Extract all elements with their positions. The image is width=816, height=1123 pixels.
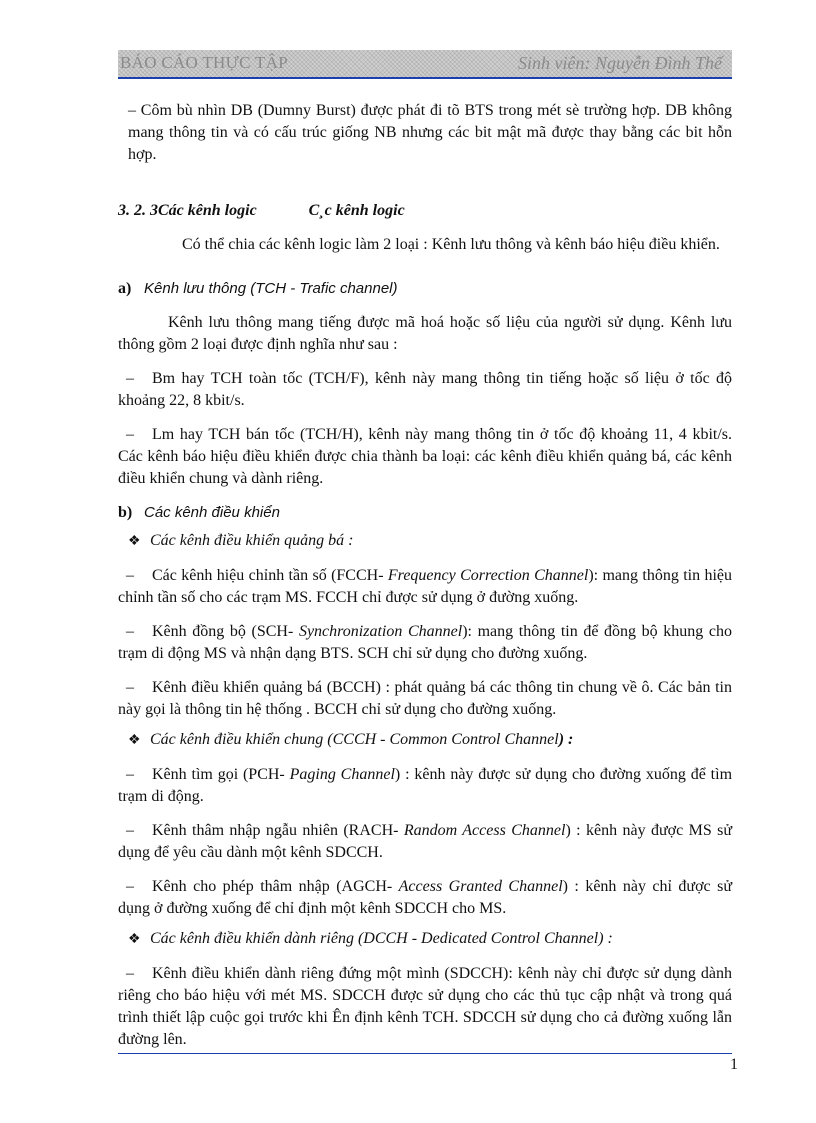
list-item: – Bm hay TCH toàn tốc (TCH/F), kênh này mang thông tin tiếng hoặc số liệu ở tốc độ khoảng 22, 8 kbit/s. [118,370,732,409]
subsection-a-heading [118,278,732,300]
page-body [118,100,732,1051]
dash-icon: – [126,567,134,584]
dash-icon: – [126,766,134,783]
list-item: – Lm hay TCH bán tốc (TCH/H), kênh này mang thông tin ở tốc độ khoảng 11, 4 kbit/s. Các kênh báo hiệu điều khiển được chia thành ba loại: các kênh điều khiển quảng bá, các kênh điều khiển chung và dành riêng. [118,426,732,487]
subsection-b-label: b) [118,504,133,521]
header-student-name: Sinh viên: Nguyễn Đình Thế [518,53,722,73]
footer-rule [118,1053,732,1054]
dash-icon: – [126,426,134,443]
list-item: – Kênh tìm gọi (PCH- Paging Channel) : kênh này được sử dụng cho đường xuống để tìm trạm di động. [118,766,733,805]
header-report-title: BÁO CÁO THỰC TẬP [120,53,289,72]
dash-icon: – [126,822,134,839]
group-heading: ❖ Các kênh điều khiển quảng bá : [128,530,732,553]
section-title: Các kênh logic [158,202,257,219]
page-number: 1 [730,1056,738,1073]
paragraph-db: – Côm bù nhìn DB (Dumny Burst) được phát đi tõ BTS trong mét sè trường hợp. DB không mang thông tin và có cấu trúc giống NB nhưng các bit mật mã được thay bằng các bit hỗn hợp. [128,102,732,163]
list-item: – Kênh cho phép thâm nhập (AGCH- Access Granted Channel) : kênh này chỉ được sử dụng ở đường xuống để chỉ định một kênh SDCCH cho MS. [118,878,733,917]
subsection-b-title: Các kênh điều khiển [144,504,280,521]
dash-icon: – [126,679,134,696]
dash-icon: – [126,878,134,895]
diamond-bullet-icon: ❖ [128,534,141,549]
page-header [118,50,732,78]
section-intro: Có thể chia các kênh logic làm 2 loại : Kênh lưu thông và kênh báo hiệu điều khiển. [182,236,720,253]
section-title-garbled: C¸c kênh logic [308,202,405,219]
section-number: 3. 2. 3 [118,202,158,219]
header-rule [118,77,732,79]
group-heading: ❖ Các kênh điều khiển chung (CCCH - Common Control Channel) : [128,729,732,752]
section-heading [118,200,732,222]
list-item: – Các kênh hiệu chỉnh tần số (FCCH- Frequency Correction Channel): mang thông tin hiệu chỉnh tần số cho các trạm MS. FCCH chỉ được sử dụng ở đường xuống. [118,567,733,606]
list-item: – Kênh điều khiển dành riêng đứng một mình (SDCCH): kênh này chỉ được sử dụng dành riêng cho báo hiệu với mét MS. SDCCH được sử dụng cho các thủ tục cập nhật và trong quá trình thiết lập cuộc gọi trước khi Ên định kênh TCH. SDCCH sử dụng cho cả đường xuống lẫn đường lên. [118,965,732,1048]
list-item: – Kênh thâm nhập ngẫu nhiên (RACH- Random Access Channel) : kênh này được MS sử dụng để yêu cầu dành một kênh SDCCH. [118,822,733,861]
dash-icon: – [126,965,134,982]
dash-icon: – [126,370,134,387]
subsection-a-label: a) [118,280,132,297]
subsection-a-title: Kênh lưu thông (TCH - Trafic channel) [144,280,398,297]
subsection-a-text: Kênh lưu thông mang tiếng được mã hoá hoặc số liệu của người sử dụng. Kênh lưu thông gồm 2 loại được định nghĩa như sau : [118,314,732,353]
diamond-bullet-icon: ❖ [128,733,141,748]
list-item: – Kênh điều khiển quảng bá (BCCH) : phát quảng bá các thông tin chung về ô. Các bản tin này gọi là thông tin hệ thống . BCCH chỉ sử dụng cho đường xuống. [118,679,732,718]
list-item: – Kênh đồng bộ (SCH- Synchronization Channel): mang thông tin để đồng bộ khung cho trạm di động MS và nhận dạng BTS. SCH chỉ sử dụng cho đường xuống. [118,623,733,662]
subsection-b-heading [118,502,732,524]
group-heading: ❖ Các kênh điều khiển dành riêng (DCCH - Dedicated Control Channel) : [128,928,732,951]
diamond-bullet-icon: ❖ [128,932,141,947]
dash-icon: – [126,623,134,640]
